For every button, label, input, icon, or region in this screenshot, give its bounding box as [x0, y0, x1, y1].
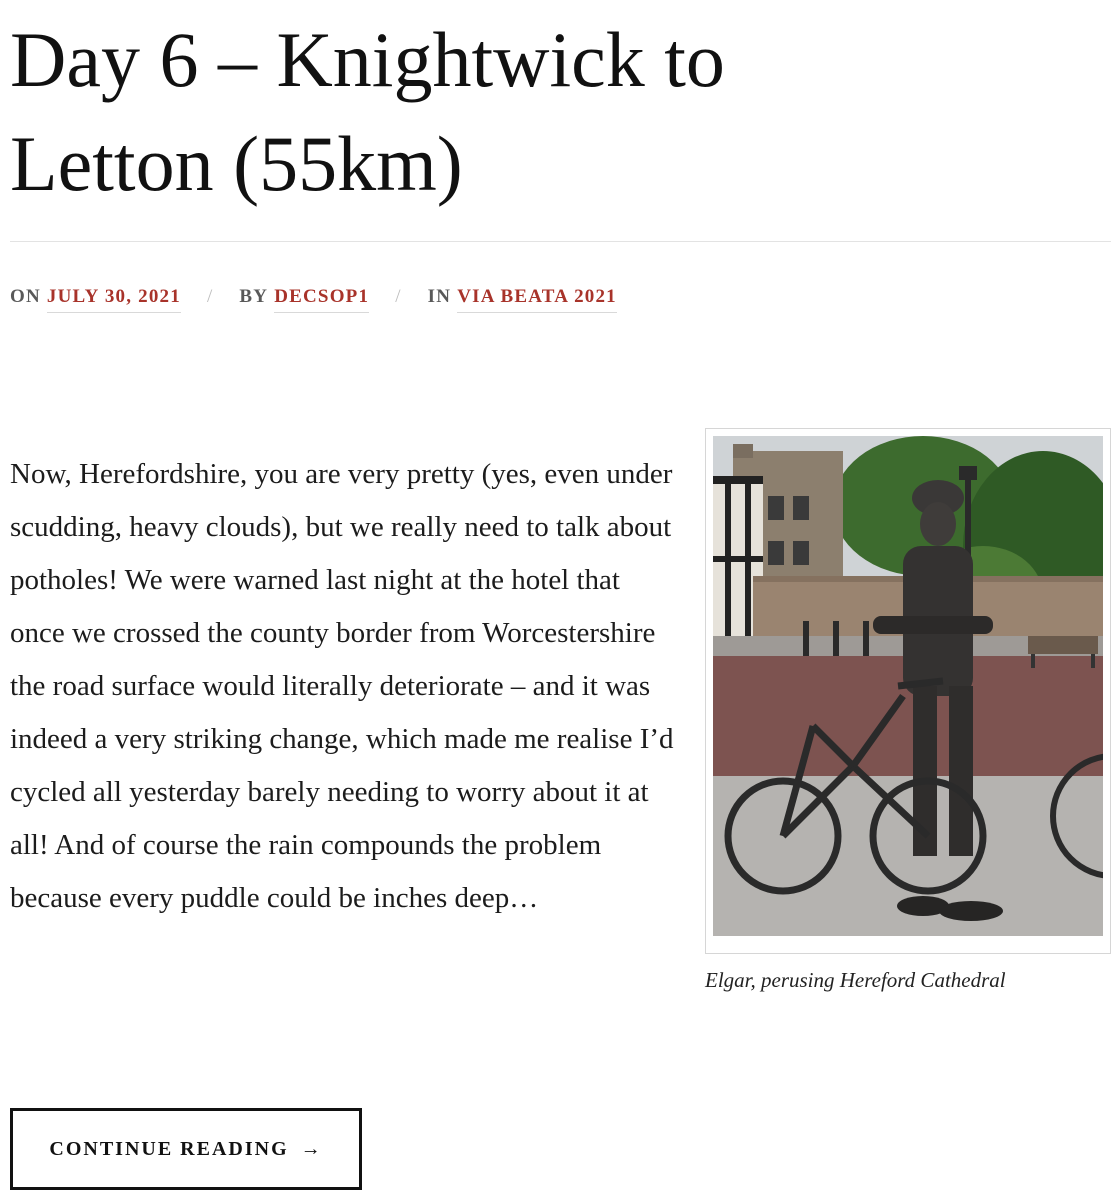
photo-frame [705, 428, 1111, 954]
post-date-link[interactable]: JULY 30, 2021 [47, 286, 181, 313]
meta-separator: / [395, 286, 402, 307]
excerpt-paragraph: Now, Herefordshire, you are very pretty (yes, even under scudding, heavy clouds), but we really need to talk about potholes! We were warned last night at the hotel that once we crossed the county border from Worcestershire the road surface would literally deteriorate – and it was indeed a very striking change, which made me realise I’d cycled all yesterday barely needing to worry about it at all! And of course the rain compounds the problem because every puddle could be inches deep… [10, 458, 674, 914]
elgar-statue-photo[interactable] [713, 436, 1103, 936]
arrow-right-icon: → [300, 1137, 323, 1160]
title-divider [10, 241, 1111, 242]
continue-reading-button[interactable] [10, 1108, 362, 1190]
post-excerpt [10, 448, 680, 925]
meta-on-prefix: ON [10, 286, 41, 307]
figure-caption: Elgar, perusing Hereford Cathedral [705, 968, 1006, 992]
post-meta [10, 286, 617, 313]
blog-post [10, 0, 1111, 1160]
meta-separator: / [206, 286, 214, 307]
meta-in-prefix: IN [427, 286, 452, 307]
post-title[interactable]: Day 6 – Knightwick to Letton (55km) [10, 16, 725, 207]
post-figure [705, 428, 1111, 993]
continue-reading-label: CONTINUE READING [49, 1137, 289, 1160]
meta-by-prefix: BY [239, 286, 269, 307]
post-category-link[interactable]: VIA BEATA 2021 [457, 286, 617, 313]
post-author-link[interactable]: DECSOP1 [274, 286, 369, 313]
